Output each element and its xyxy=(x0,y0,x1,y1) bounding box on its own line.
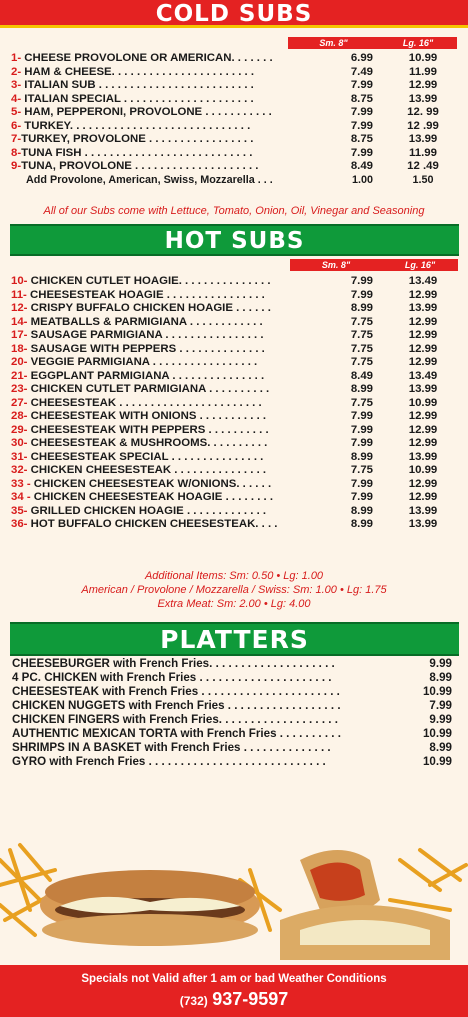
menu-item-label: TUNA, PROVOLONE . . . . . . . . . . . . . . . . . . . . xyxy=(21,160,259,172)
menu-item-price-large: 12 .99 xyxy=(407,119,439,132)
platter-name: CHICKEN FINGERS with French Fries. . . . . . . . . . . . . . . . . . . xyxy=(12,713,338,726)
menu-item-price-small: 8.75 xyxy=(350,133,373,145)
menu-item-number: 36- xyxy=(11,518,28,530)
hot-subs-note-additional: Additional Items: Sm: 0.50 • Lg: 1.00 xyxy=(144,570,324,582)
menu-item-price-small: 1.00 xyxy=(351,173,373,186)
menu-item-price-large: 13.49 xyxy=(408,369,438,382)
menu-item-name xyxy=(11,93,254,105)
hot-subs-list xyxy=(0,275,468,532)
menu-item-name xyxy=(11,424,269,436)
menu-item-label: CHEESESTEAK . . . . . . . . . . . . . . . . . . . . . . . xyxy=(27,396,262,409)
platter-row xyxy=(0,727,468,741)
menu-item-price-small: 7.75 xyxy=(350,464,373,476)
menu-item-price-large: 11.99 xyxy=(409,146,437,159)
menu-item-price-large: 12.99 xyxy=(408,315,438,328)
platter-row xyxy=(0,755,468,769)
menu-item-name xyxy=(11,437,267,449)
menu-item-row xyxy=(0,370,468,384)
menu-item-price-small: 7.99 xyxy=(350,437,373,449)
menu-item-row xyxy=(0,491,468,505)
cold-subs-list xyxy=(0,52,468,187)
menu-item-label: Add Provolone, American, Swiss, Mozzarella . . . xyxy=(26,173,273,186)
menu-item-row xyxy=(0,52,468,66)
hot-subs-note-cheese: American / Provolone / Mozzarella / Swiss: Sm: 1.00 • Lg: 1.75 xyxy=(81,584,387,596)
menu-item-price-large: 12.99 xyxy=(408,288,438,301)
menu-item-name xyxy=(11,120,250,132)
menu-item-number: 3- xyxy=(11,79,22,91)
menu-item-price-small: 8.49 xyxy=(350,369,373,382)
menu-item-label: CHEESE PROVOLONE OR AMERICAN. . . . . . . xyxy=(21,52,273,64)
cheesesteak-sandwich xyxy=(40,870,260,946)
menu-item-number: 2- xyxy=(11,65,22,78)
menu-item-row xyxy=(0,518,468,532)
menu-item-row xyxy=(0,120,468,134)
menu-item-label: TUNA FISH . . . . . . . . . . . . . . . . . . . . . . . . . . . xyxy=(21,146,253,159)
menu-item-row xyxy=(0,66,468,80)
platter-price: 10.99 xyxy=(422,685,452,698)
menu-item-name xyxy=(11,518,277,530)
menu-item-price-small: 7.99 xyxy=(350,477,373,490)
menu-item-price-small: 7.99 xyxy=(350,275,373,287)
menu-item-number: 1- xyxy=(11,52,22,64)
menu-item-label: ITALIAN SUB . . . . . . . . . . . . . . . . . . . . . . . . . xyxy=(21,79,254,91)
menu-item-label: CHEESESTEAK SPECIAL . . . . . . . . . . . . . . . xyxy=(27,450,264,463)
menu-item-label: VEGGIE PARMIGIANA . . . . . . . . . . . . . . . . . xyxy=(27,356,258,368)
menu-item-price-small: 7.99 xyxy=(350,423,373,436)
menu-item-label: SAUSAGE WITH PEPPERS . . . . . . . . . . . . . . xyxy=(27,342,265,355)
platter-row xyxy=(0,657,468,671)
platter-price: 10.99 xyxy=(422,727,452,740)
platters-list xyxy=(0,657,468,769)
menu-item-price-small: 8.75 xyxy=(350,92,373,105)
platter-name: GYRO with French Fries . . . . . . . . . . . . . . . . . . . . . . . . . . . . xyxy=(12,755,326,768)
menu-item-number: 11- xyxy=(11,288,27,301)
menu-item-number: 17- xyxy=(11,329,28,341)
menu-item-row xyxy=(0,174,468,188)
menu-item-price-large: 13.99 xyxy=(408,302,438,314)
menu-item-row xyxy=(0,383,468,397)
menu-item-price-large: 12.99 xyxy=(408,356,438,368)
menu-item-row xyxy=(0,356,468,370)
menu-item-label: ITALIAN SPECIAL . . . . . . . . . . . . . . . . . . . . . xyxy=(21,92,254,105)
menu-item-price-small: 8.99 xyxy=(350,302,373,314)
menu-item-price-large: 12.99 xyxy=(408,410,438,422)
menu-item-row xyxy=(0,106,468,120)
menu-item-row xyxy=(0,147,468,161)
menu-item-label: SAUSAGE PARMIGIANA . . . . . . . . . . . . . . . . xyxy=(27,329,264,341)
menu-item-name xyxy=(11,106,272,118)
menu-item-price-large: 13.99 xyxy=(408,383,438,395)
menu-item-price-small: 7.75 xyxy=(350,342,373,355)
menu-item-row xyxy=(0,397,468,411)
menu-item-price-small: 7.75 xyxy=(350,315,373,328)
french-fries-right xyxy=(390,850,466,910)
menu-item-price-small: 8.99 xyxy=(350,450,373,463)
menu-item-row xyxy=(0,410,468,424)
platter-name: AUTHENTIC MEXICAN TORTA with French Fries . . . . . . . . . . xyxy=(12,727,341,740)
platter-row xyxy=(0,699,468,713)
platter-price: 7.99 xyxy=(429,699,452,712)
menu-item-number: 6- xyxy=(11,119,22,132)
menu-item-price-large: 12.99 xyxy=(408,437,438,449)
platter-row xyxy=(0,713,468,727)
menu-item-price-small: 7.75 xyxy=(350,329,373,341)
platter-row xyxy=(0,741,468,755)
menu-item-name xyxy=(11,133,253,145)
menu-item-label: CHICKEN CUTLET PARMIGIANA . . . . . . . . . . xyxy=(27,383,270,395)
menu-item-price-large: 13.99 xyxy=(408,92,438,105)
menu-item-price-large: 13.99 xyxy=(408,518,438,530)
menu-item-number: 20- xyxy=(11,356,28,368)
menu-item-label: CHICKEN CHEESESTEAK . . . . . . . . . . . . . . . xyxy=(27,464,267,476)
menu-item-price-large: 12.99 xyxy=(408,329,438,341)
specials-disclaimer: Specials not Valid after 1 am or bad Weather Conditions xyxy=(81,973,387,985)
menu-item-number: 23- xyxy=(11,383,28,395)
menu-item-name xyxy=(11,66,254,78)
hot-subs-size-bar xyxy=(0,259,468,271)
menu-item-number: 12- xyxy=(11,302,28,314)
menu-item-row xyxy=(0,329,468,343)
menu-item-price-large: 10.99 xyxy=(408,396,438,409)
menu-item-number: 8- xyxy=(11,146,22,159)
hot-size-small: Sm. 8" xyxy=(290,259,382,271)
platter-price: 9.99 xyxy=(429,713,452,726)
menu-item-number: 30- xyxy=(11,437,28,449)
menu-item-label: CRISPY BUFFALO CHICKEN HOAGIE . . . . . . xyxy=(27,302,271,314)
menu-item-number: 31- xyxy=(11,450,28,463)
menu-item-row xyxy=(0,478,468,492)
menu-item-number: 32- xyxy=(11,464,28,476)
phone-main: 937-9597 xyxy=(212,989,289,1009)
menu-item-label: CHICKEN CUTLET HOAGIE. . . . . . . . . . . . . . . xyxy=(27,275,271,287)
menu-item-name xyxy=(11,79,254,91)
menu-item-price-large: 13.49 xyxy=(408,275,438,287)
menu-item-price-small: 7.49 xyxy=(350,65,373,78)
platter-row xyxy=(0,685,468,699)
platters-header xyxy=(10,622,459,656)
menu-item-name xyxy=(26,174,273,186)
menu-item-label: CHEESESTEAK WITH PEPPERS . . . . . . . . . . xyxy=(27,423,269,436)
menu-item-name xyxy=(11,478,271,490)
menu-item-number: 27- xyxy=(11,396,28,409)
menu-item-number: 14- xyxy=(11,315,28,328)
menu-item-price-small: 7.99 xyxy=(350,106,373,118)
menu-item-label: CHICKEN CHEESESTEAK W/ONIONS. . . . . . xyxy=(30,477,272,490)
footer-banner xyxy=(0,965,468,1017)
phone-number[interactable] xyxy=(0,989,468,1010)
menu-item-row xyxy=(0,302,468,316)
menu-item-row xyxy=(0,133,468,147)
menu-item-row xyxy=(0,464,468,478)
menu-item-price-large: 1.50 xyxy=(412,173,434,186)
hot-subs-title: HOT SUBS xyxy=(164,228,305,254)
menu-item-row xyxy=(0,505,468,519)
menu-item-number: 21- xyxy=(11,369,28,382)
menu-item-label: GRILLED CHICKEN HOAGIE . . . . . . . . . . . . . xyxy=(27,504,267,517)
menu-item-price-large: 10.99 xyxy=(408,464,438,476)
menu-item-price-small: 7.99 xyxy=(350,491,373,503)
menu-item-number: 28- xyxy=(11,410,28,422)
menu-item-price-large: 11.99 xyxy=(409,65,437,78)
menu-item-price-large: 12. 99 xyxy=(407,106,439,118)
menu-item-row xyxy=(0,316,468,330)
platter-price: 10.99 xyxy=(422,755,452,768)
menu-item-price-small: 7.99 xyxy=(350,146,373,159)
menu-item-price-large: 10.99 xyxy=(408,52,438,64)
menu-item-price-large: 12.99 xyxy=(408,423,438,436)
hot-subs-header xyxy=(10,224,459,256)
menu-item-price-large: 12.99 xyxy=(408,477,438,490)
platter-price: 8.99 xyxy=(429,671,452,684)
menu-item-row xyxy=(0,79,468,93)
menu-item-price-small: 8.49 xyxy=(350,160,373,172)
cold-subs-note: All of our Subs come with Lettuce, Tomato, Onion, Oil, Vinegar and Seasoning xyxy=(43,205,425,217)
menu-item-number: 34 - xyxy=(11,491,31,503)
menu-item-name xyxy=(11,316,263,328)
platter-price: 8.99 xyxy=(429,741,452,754)
menu-item-name xyxy=(11,505,266,517)
menu-item-price-small: 6.99 xyxy=(350,52,373,64)
menu-item-price-small: 7.99 xyxy=(350,79,373,91)
platter-price: 9.99 xyxy=(429,657,452,670)
hot-size-large: Lg. 16" xyxy=(382,259,458,271)
menu-item-name xyxy=(11,329,264,341)
menu-item-name xyxy=(11,383,269,395)
menu-item-row xyxy=(0,93,468,107)
menu-item-label: CHEESESTEAK HOAGIE . . . . . . . . . . . . . . . . xyxy=(26,288,265,301)
menu-item-price-small: 8.99 xyxy=(350,518,373,530)
menu-item-number: 9- xyxy=(11,160,22,172)
platter-name: 4 PC. CHICKEN with French Fries . . . . . . . . . . . . . . . . . . . . . xyxy=(12,671,332,684)
menu-item-price-large: 13.99 xyxy=(408,450,438,463)
menu-item-name xyxy=(11,464,266,476)
menu-item-price-small: 7.99 xyxy=(350,288,373,301)
menu-item-label: TURKEY. . . . . . . . . . . . . . . . . . . . . . . . . . . . . xyxy=(21,119,251,132)
menu-item-name xyxy=(11,451,263,463)
phone-area-code: (732) xyxy=(179,994,208,1008)
menu-item-row xyxy=(0,160,468,174)
menu-item-price-small: 7.99 xyxy=(350,119,373,132)
menu-item-number: 5- xyxy=(11,106,22,118)
menu-item-number: 18- xyxy=(11,342,28,355)
menu-item-name xyxy=(11,397,262,409)
menu-item-number: 10- xyxy=(11,275,28,287)
menu-item-label: EGGPLANT PARMIGIANA . . . . . . . . . . . . . . . xyxy=(27,369,265,382)
menu-item-row xyxy=(0,451,468,465)
menu-item-price-small: 7.75 xyxy=(350,356,373,368)
platter-name: SHRIMPS IN A BASKET with French Fries . . . . . . . . . . . . . . xyxy=(12,741,331,754)
menu-item-number: 35- xyxy=(11,504,28,517)
menu-item-name xyxy=(11,147,252,159)
platter-name: CHEESEBURGER with French Fries. . . . . . . . . . . . . . . . . . . . xyxy=(12,657,335,670)
menu-item-row xyxy=(0,275,468,289)
menu-item-name xyxy=(11,370,264,382)
menu-item-name xyxy=(11,289,265,301)
platters-title: PLATTERS xyxy=(160,625,309,654)
cold-size-large: Lg. 16" xyxy=(379,37,457,49)
menu-item-name xyxy=(11,343,265,355)
menu-item-name xyxy=(11,52,273,64)
menu-item-label: CHEESESTEAK WITH ONIONS . . . . . . . . . . . xyxy=(27,410,267,422)
platter-name: CHICKEN NUGGETS with French Fries . . . . . . . . . . . . . . . . . . xyxy=(12,699,341,712)
menu-item-row xyxy=(0,424,468,438)
menu-item-price-large: 12.99 xyxy=(408,491,438,503)
menu-item-name xyxy=(11,491,273,503)
food-photo xyxy=(0,840,468,970)
menu-item-label: MEATBALLS & PARMIGIANA . . . . . . . . . . . . xyxy=(27,315,263,328)
cold-subs-title: COLD SUBS xyxy=(155,1,313,27)
menu-item-number: 7- xyxy=(11,133,22,145)
platter-name: CHEESESTEAK with French Fries . . . . . . . . . . . . . . . . . . . . . . xyxy=(12,685,340,698)
menu-item-number: 4- xyxy=(11,92,22,105)
menu-item-label: TURKEY, PROVOLONE . . . . . . . . . . . . . . . . . xyxy=(21,133,254,145)
menu-item-price-large: 12 .49 xyxy=(407,160,439,172)
menu-item-row xyxy=(0,343,468,357)
menu-item-label: CHEESESTEAK & MUSHROOMS. . . . . . . . . . xyxy=(27,437,268,449)
menu-item-name xyxy=(11,275,271,287)
menu-item-price-small: 7.75 xyxy=(350,396,373,409)
menu-item-name xyxy=(11,410,266,422)
menu-item-number: 33 - xyxy=(11,477,31,490)
platter-row xyxy=(0,671,468,685)
hot-subs-note-meat: Extra Meat: Sm: 2.00 • Lg: 4.00 xyxy=(157,598,311,610)
menu-item-price-large: 13.99 xyxy=(408,133,438,145)
menu-item-label: CHICKEN CHEESESTEAK HOAGIE . . . . . . . . xyxy=(30,491,274,503)
menu-item-price-small: 8.99 xyxy=(350,383,373,395)
menu-item-label: HAM, PEPPERONI, PROVOLONE . . . . . . . . . . . xyxy=(21,106,272,118)
menu-item-price-small: 8.99 xyxy=(350,504,373,517)
menu-item-row xyxy=(0,289,468,303)
menu-item-name xyxy=(11,356,257,368)
menu-item-price-small: 7.99 xyxy=(350,410,373,422)
cold-size-small: Sm. 8" xyxy=(288,37,379,49)
menu-item-row xyxy=(0,437,468,451)
cold-subs-size-bar xyxy=(0,37,468,49)
menu-item-number: 29- xyxy=(11,423,28,436)
menu-item-price-large: 12.99 xyxy=(408,342,438,355)
menu-item-name xyxy=(11,302,271,314)
menu-item-label: HAM & CHEESE. . . . . . . . . . . . . . . . . . . . . . . xyxy=(21,65,255,78)
cold-subs-header xyxy=(0,0,468,28)
menu-item-price-large: 13.99 xyxy=(408,504,438,517)
menu-item-label: HOT BUFFALO CHICKEN CHEESESTEAK. . . . xyxy=(27,518,278,530)
menu-item-price-large: 12.99 xyxy=(408,79,438,91)
menu-item-name xyxy=(11,160,258,172)
